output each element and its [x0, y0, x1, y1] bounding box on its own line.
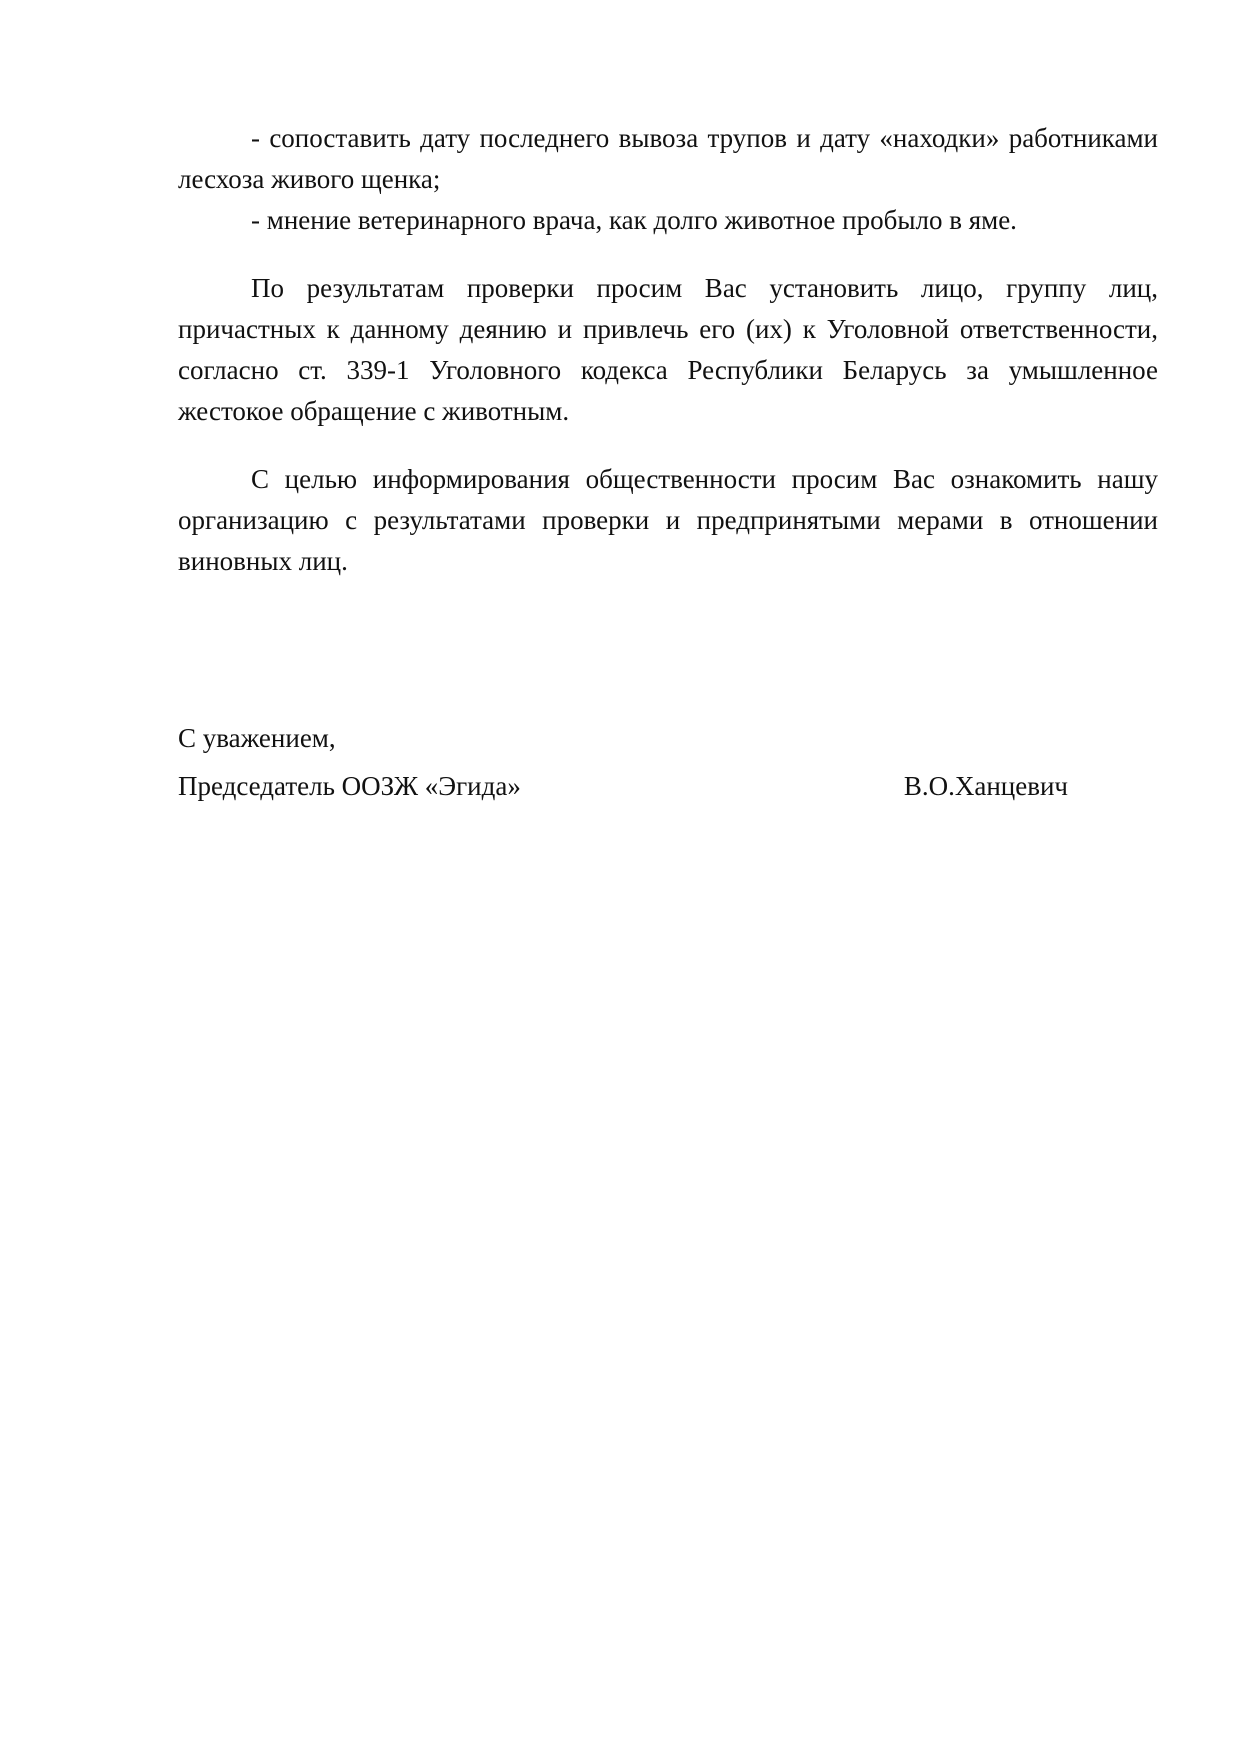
- paragraph-gap: [178, 432, 1158, 459]
- paragraph-request-information: С целью информирования общественности просим Вас ознакомить нашу организацию с результатами проверки и предпринятыми мерами в отношении виновных лиц.: [178, 464, 1158, 576]
- paragraph-request-prosecution: По результатам проверки просим Вас установить лицо, группу лиц, причастных к данному деянию и привлечь его (их) к Уголовной ответственности, согласно ст. 339-1 Уголовного кодекса Республики Беларусь за умышленное жестокое обращение с животным.: [178, 273, 1158, 426]
- paragraph-gap: [178, 241, 1158, 268]
- list-item-compare-dates: - сопоставить дату последнего вывоза трупов и дату «находки» работниками лесхоза живого щенка;: [178, 123, 1158, 194]
- signatory-name: В.О.Ханцевич: [903, 771, 1068, 801]
- list-item-vet-opinion: - мнение ветеринарного врача, как долго животное пробыло в яме.: [251, 205, 1017, 235]
- closing-phrase: С уважением,: [178, 723, 336, 753]
- signature-block: [178, 714, 1158, 810]
- signatory-position: Председатель ООЗЖ «Эгида»: [178, 771, 521, 801]
- signature-line: [178, 762, 1068, 810]
- letter-body: [178, 118, 1158, 582]
